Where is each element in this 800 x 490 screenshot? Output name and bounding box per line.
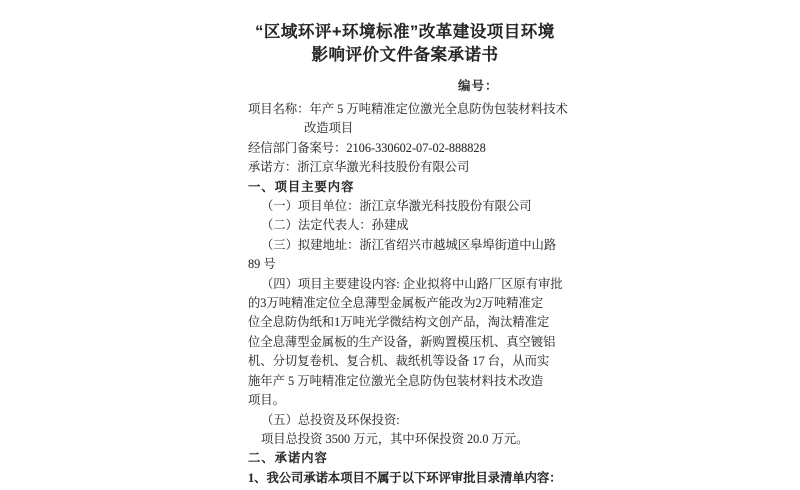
doc-line: 的3万吨精准定位全息薄型金属板产能改为2万吨精准定 [248,296,544,311]
doc-line: 施年产 5 万吨精准定位激光全息防伪包装材料技术改造 [248,373,544,388]
serial-number-label: 编号： [458,79,499,93]
doc-line: 项目总投资 3500 万元，其中环保投资 20.0 万元。 [261,431,529,446]
doc-line: 一、项目主要内容 [248,179,355,194]
doc-line: （三）拟建地址：浙江省绍兴市越城区皋埠街道中山路 [261,237,557,252]
doc-line: （四）项目主要建设内容: 企业拟将中山路厂区原有审批 [261,276,563,291]
doc-line: 1、我公司承诺本项目不属于以下环评审批目录清单内容： [248,470,562,485]
doc-line: 经信部门备案号：2106-330602-07-02-888828 [248,140,486,155]
document-title [238,21,572,67]
title-line-2: 影响评价文件备案承诺书 [311,46,499,64]
doc-line: 项目。 [248,393,285,408]
doc-line: （一）项目单位：浙江京华激光科技股份有限公司 [261,199,532,214]
title-line-1: “区域环评+环境标准”改革建设项目环境 [255,23,555,41]
doc-line: 承诺方：浙江京华激光科技股份有限公司 [248,160,470,175]
doc-line: 项目名称：年产 5 万吨精准定位激光全息防伪包装材料技术 [248,102,568,116]
doc-line: 89 号 [248,257,276,272]
doc-line: 二、承诺内容 [248,451,328,466]
doc-line: 位全息防伪纸和1万吨光学微结构文创产品，淘汰精准定 [248,315,550,330]
doc-line: 改造项目 [304,121,354,136]
document-body [248,100,578,488]
doc-line: 位全息薄型金属板的生产设备，新购置模压机、真空镀铝 [248,334,556,349]
doc-line: 机、分切复卷机、复合机、裁纸机等设备 17 台，从而实 [248,354,550,369]
doc-line: （五）总投资及环保投资: [261,412,400,427]
doc-line: （二）法定代表人：孙建成 [261,218,409,233]
